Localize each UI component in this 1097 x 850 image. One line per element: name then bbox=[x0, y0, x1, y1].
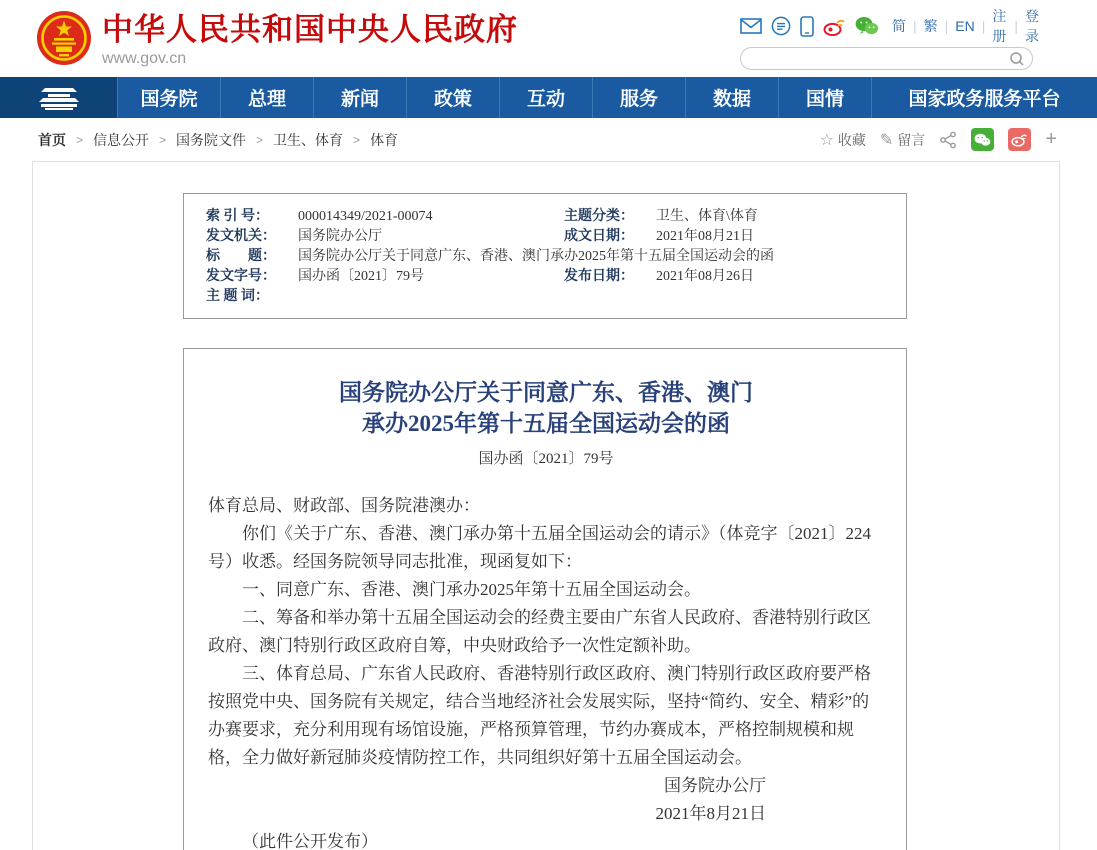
wechat-share-button[interactable] bbox=[971, 128, 994, 151]
site-title: 中华人民共和国中央人民政府 bbox=[102, 12, 518, 47]
breadcrumb-health-sports[interactable]: 卫生、体育 bbox=[273, 131, 344, 148]
meta-topic-value: 卫生、体育\体育 bbox=[656, 209, 758, 224]
document-body-box bbox=[183, 348, 907, 850]
breadcrumb-separator: > bbox=[76, 132, 84, 147]
nav-item-interaction[interactable]: 互动 bbox=[499, 77, 592, 118]
document-title bbox=[208, 377, 884, 439]
nav-item-state-council[interactable]: 国务院 bbox=[117, 77, 220, 118]
nav-item-news[interactable]: 新闻 bbox=[313, 77, 406, 118]
paragraph: 二、筹备和举办第十五届全国运动会的经费主要由广东省人民政府、香港特别行政区政府、澳门特别行政区政府自筹，中央财政给予一次性定额补助。 bbox=[208, 608, 871, 655]
meta-doc-no-value: 国办函〔2021〕79号 bbox=[298, 269, 424, 284]
page-tools bbox=[820, 128, 1057, 151]
meta-issuer-label: 发文机关： bbox=[206, 229, 276, 244]
paragraph: 你们《关于广东、香港、澳门承办第十五届全国运动会的请示》（体竞字〔2021〕224号）收悉。经国务院领导同志批准，现函复如下： bbox=[208, 524, 871, 571]
main-nav bbox=[0, 77, 1097, 118]
document-title-line1: 国务院办公厅关于同意广东、香港、澳门 bbox=[339, 380, 753, 405]
meta-doc-no-label: 发文字号： bbox=[206, 269, 276, 284]
document-body bbox=[208, 492, 884, 772]
mobile-icon[interactable] bbox=[800, 16, 814, 37]
meta-keywords-label: 主 题 词： bbox=[206, 289, 269, 304]
star-icon: ☆ bbox=[819, 131, 834, 149]
mail-icon[interactable] bbox=[740, 18, 762, 34]
link-login[interactable]: 登录 bbox=[1025, 8, 1039, 44]
wechat-badge-icon bbox=[974, 133, 991, 147]
nav-item-premier[interactable]: 总理 bbox=[220, 77, 313, 118]
salutation: 体育总局、财政部、国务院港澳办： bbox=[208, 496, 480, 515]
meta-pub-date-label: 发布日期： bbox=[564, 269, 634, 284]
link-simplified-chinese[interactable]: 简 bbox=[892, 18, 906, 34]
nav-item-gov-service-platform[interactable]: 国家政务服务平台 bbox=[871, 77, 1097, 118]
paragraph: 三、体育总局、广东省人民政府、香港特别行政区政府、澳门特别行政区政府要严格按照党中央、国务院有关规定，结合当地经济社会发展实际，坚持“简约、安全、精彩”的办赛要求，充分利用现有场馆设施，严格预算管理，节约办赛成本，严格控制规模和规格，全力做好新冠肺炎疫情防控工作，共同组织好第十五届全国运动会。 bbox=[208, 664, 871, 767]
link-traditional-chinese[interactable]: 繁 bbox=[923, 18, 938, 34]
nav-item-data[interactable]: 数据 bbox=[685, 77, 778, 118]
meta-topic-label: 主题分类： bbox=[564, 209, 634, 224]
meta-written-date-value: 2021年08月21日 bbox=[656, 229, 754, 244]
document-title-line2: 承办2025年第十五届全国运动会的函 bbox=[362, 411, 730, 436]
weibo-share-button[interactable] bbox=[1008, 128, 1031, 151]
nav-home-tiananmen-icon[interactable] bbox=[0, 77, 117, 118]
site-url[interactable]: www.gov.cn bbox=[102, 50, 187, 67]
weibo-badge-icon bbox=[1011, 132, 1028, 147]
meta-issuer-value: 国务院办公厅 bbox=[298, 229, 382, 244]
pencil-icon: ✎ bbox=[879, 131, 894, 149]
breadcrumb-separator: > bbox=[256, 132, 264, 147]
meta-title-label: 标 题： bbox=[206, 249, 276, 264]
breadcrumb-home[interactable]: 首页 bbox=[38, 131, 66, 148]
wechat-icon[interactable] bbox=[855, 16, 879, 36]
breadcrumb-separator: > bbox=[159, 132, 167, 147]
breadcrumb-bar bbox=[0, 118, 1097, 161]
nav-item-national-conditions[interactable]: 国情 bbox=[778, 77, 871, 118]
paragraph: 一、同意广东、香港、澳门承办2025年第十五届全国运动会。 bbox=[242, 580, 701, 599]
meta-keywords-value bbox=[298, 287, 906, 307]
signer: 国务院办公厅 bbox=[664, 776, 766, 795]
site-logo[interactable] bbox=[36, 10, 518, 68]
breadcrumb-sports[interactable]: 体育 bbox=[370, 131, 399, 148]
share-icon bbox=[939, 131, 957, 149]
weibo-icon[interactable] bbox=[823, 17, 846, 36]
meta-index-label: 索 引 号： bbox=[206, 209, 269, 224]
signature-block bbox=[208, 772, 884, 828]
search-box bbox=[740, 47, 1033, 70]
breadcrumb bbox=[38, 130, 398, 150]
message-icon[interactable] bbox=[771, 16, 791, 36]
breadcrumb-state-council-documents[interactable]: 国务院文件 bbox=[176, 131, 247, 148]
document-number: 国办函〔2021〕79号 bbox=[478, 451, 614, 467]
national-emblem-icon bbox=[36, 10, 92, 66]
breadcrumb-separator: > bbox=[353, 132, 361, 147]
search-icon[interactable] bbox=[1009, 51, 1025, 72]
comment-button[interactable]: ✎ 留言 bbox=[879, 131, 926, 149]
meta-written-date-label: 成文日期： bbox=[564, 229, 634, 244]
sign-date: 2021年8月21日 bbox=[655, 804, 766, 823]
favorite-button[interactable]: ☆ 收藏 bbox=[819, 131, 866, 149]
language-links: 简 | 繁 | EN | 注册 | 登录 bbox=[892, 8, 1039, 44]
nav-item-policy[interactable]: 政策 bbox=[406, 77, 499, 118]
document-metadata-box bbox=[183, 193, 907, 319]
more-share-button[interactable]: + bbox=[1045, 128, 1057, 150]
breadcrumb-info-disclosure[interactable]: 信息公开 bbox=[93, 131, 150, 148]
meta-index-value: 000014349/2021-00074 bbox=[298, 209, 433, 224]
public-release-note: （此件公开发布） bbox=[242, 832, 378, 850]
link-english[interactable]: EN bbox=[955, 18, 975, 34]
link-register[interactable]: 注册 bbox=[992, 8, 1007, 44]
share-button[interactable] bbox=[939, 131, 957, 149]
meta-title-value: 国务院办公厅关于同意广东、香港、澳门承办2025年第十五届全国运动会的函 bbox=[298, 249, 774, 264]
content-container bbox=[32, 161, 1060, 850]
site-header bbox=[0, 0, 1097, 77]
nav-item-services[interactable]: 服务 bbox=[592, 77, 685, 118]
search-input[interactable] bbox=[753, 49, 1003, 68]
meta-pub-date-value: 2021年08月26日 bbox=[656, 269, 754, 284]
